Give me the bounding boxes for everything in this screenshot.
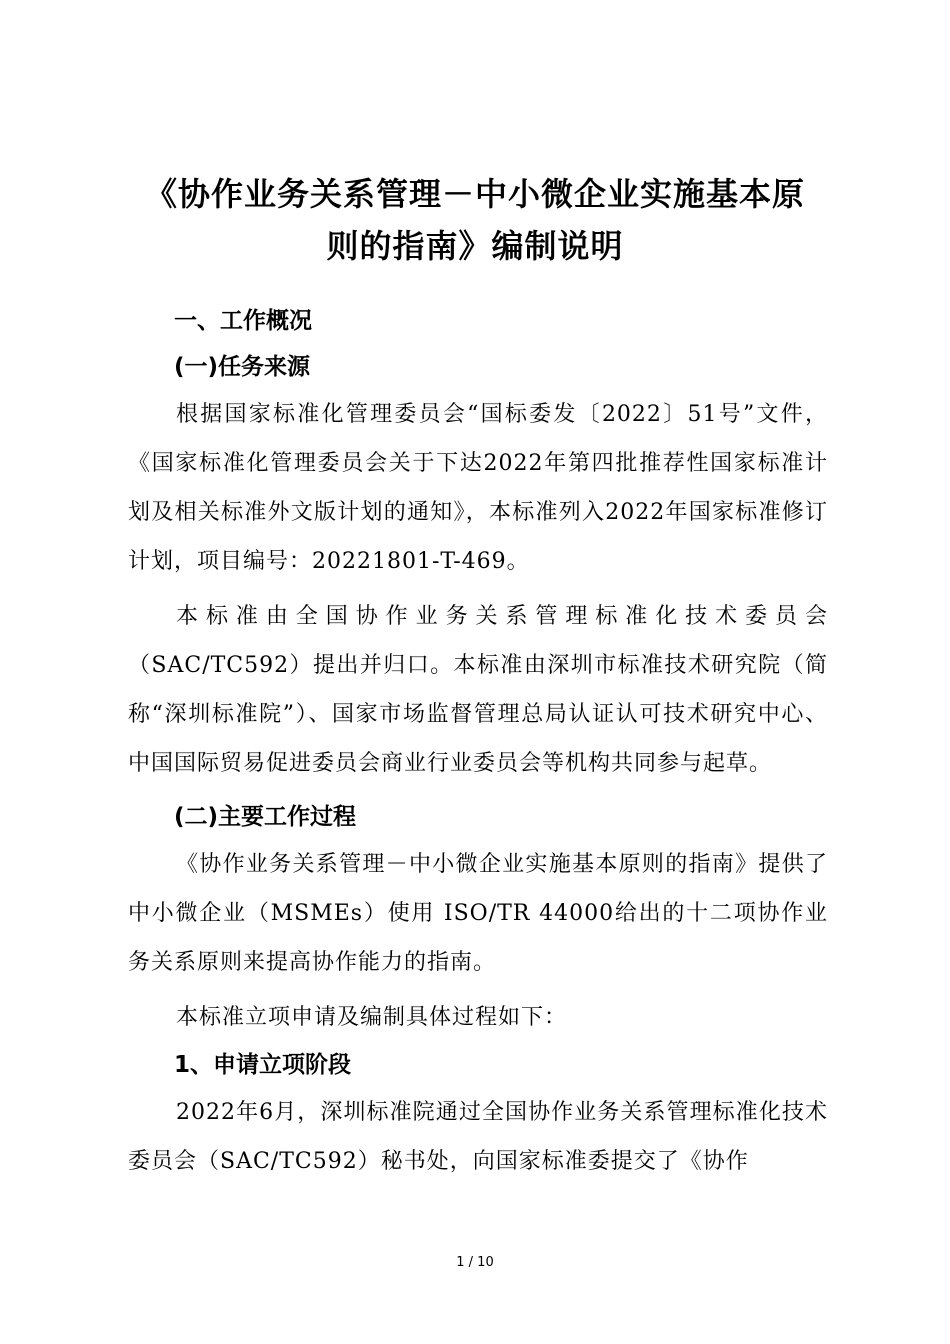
paragraph-application-1: 2022年6月，深圳标准院通过全国协作业务关系管理标准化技术委员会（SAC/TC592）秘书处，向国家标准委提交了《协作 (128, 1100, 828, 1174)
section-heading-overview: 一、工作概况 (174, 308, 312, 334)
subsection-heading-task-source: (一)任务来源 (174, 354, 311, 380)
document-body (128, 298, 828, 1186)
document-title (110, 168, 840, 272)
paragraph-task-source-2: 本标准由全国协作业务关系管理标准化技术委员会（SAC/TC592）提出并归口。本标准由深圳市标准技术研究院（简称“深圳标准院”）、国家市场监督管理总局认证认可技术研究中心、中国国际贸易促进委员会商业行业委员会等机构共同参与起草。 (128, 604, 828, 776)
paragraph-work-process-1: 《协作业务关系管理－中小微企业实施基本原则的指南》提供了中小微企业（MSMEs）使用 ISO/TR 44000给出的十二项协作业务关系原则来提高协作能力的指南。 (128, 852, 828, 975)
title-line-2: 则的指南》编制说明 (326, 227, 624, 265)
paragraph-task-source-1: 根据国家标准化管理委员会“国标委发〔2022〕51号”文件，《国家标准化管理委员会关于下达2022年第四批推荐性国家标准计划及相关标准外文版计划的通知》，本标准列入2022年国家标准修订计划，项目编号：20221801-T-469。 (128, 402, 828, 574)
paragraph-work-process-2: 本标准立项申请及编制具体过程如下： (176, 1005, 568, 1030)
title-line-1: 《协作业务关系管理－中小微企业实施基本原 (144, 175, 805, 213)
page-number: 1 / 10 (456, 1255, 494, 1270)
subsection-heading-work-process: (二)主要工作过程 (174, 804, 357, 830)
step-heading-application: 1、申请立项阶段 (174, 1052, 352, 1078)
